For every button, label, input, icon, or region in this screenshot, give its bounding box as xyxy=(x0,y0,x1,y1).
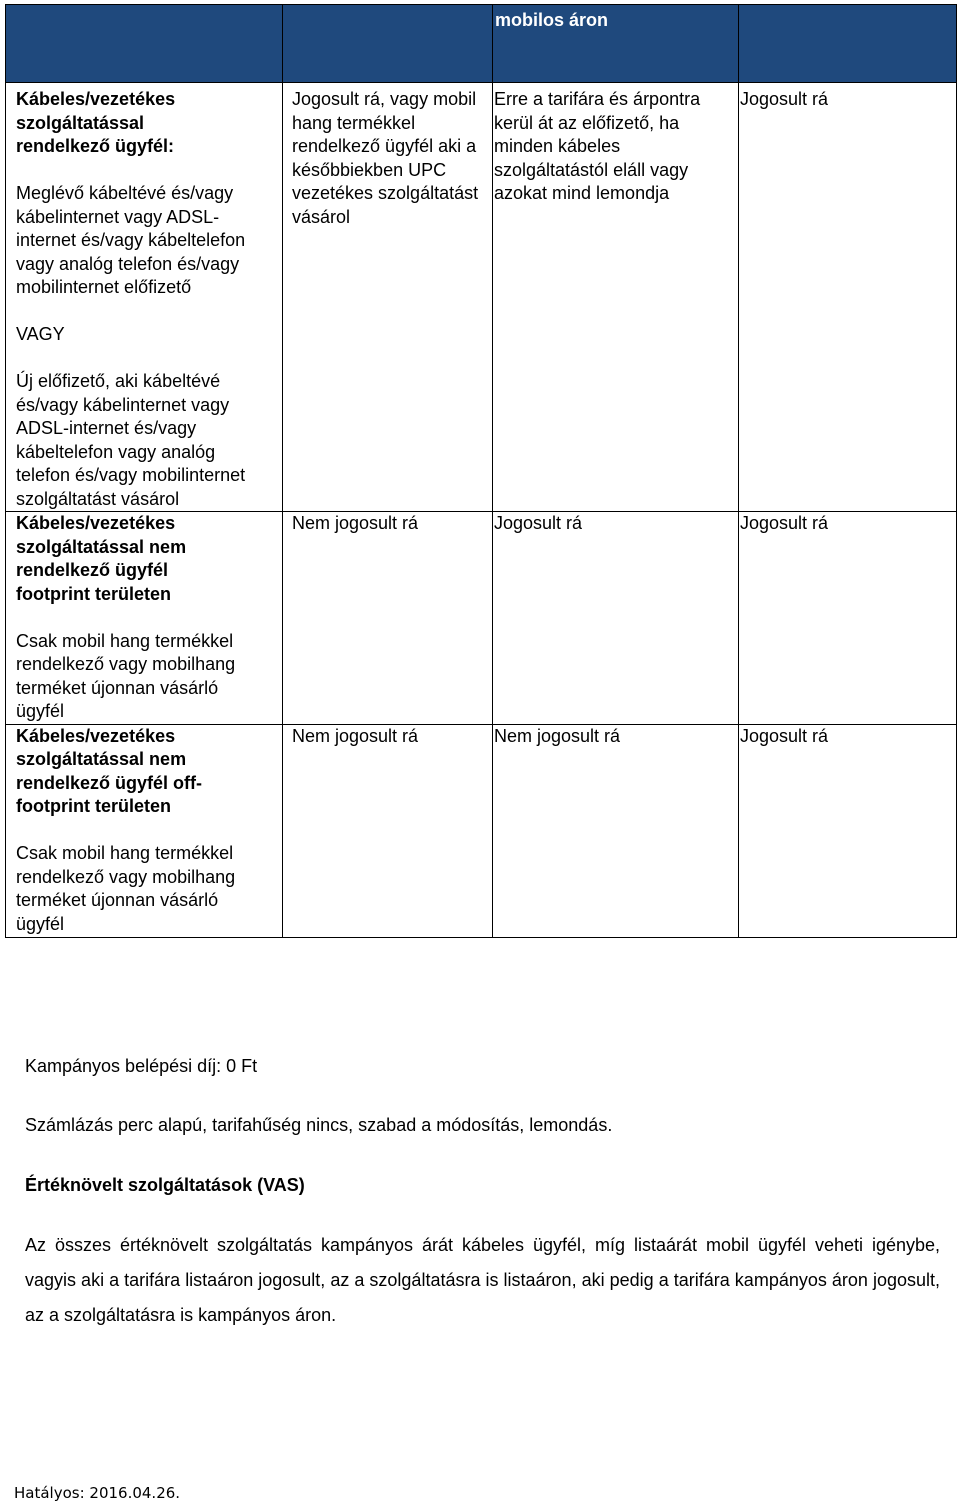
header-cell-empty-4 xyxy=(739,5,957,83)
eligibility-cell: Jogosult rá xyxy=(493,512,739,725)
effective-date: Hatályos: 2016.04.26. xyxy=(14,1484,181,1502)
header-cell-empty-2 xyxy=(283,5,493,83)
vas-description: Az összes értéknövelt szolgáltatás kampányos árát kábeles ügyfél, míg listaárát mobil ügyfél veheti igénybe, vagyis aki a tarifára listaáron jogosult, az a szolgáltatásra is listaáron, aki pedig a tarifára kampányos áron jogosult, az a szolgáltatásra is kampányos áron. xyxy=(25,1235,940,1325)
table-row xyxy=(6,724,957,938)
customer-type-heading: Kábeles/vezetékes szolgáltatással nem rendelkező ügyfél footprint területen xyxy=(16,513,187,604)
eligibility-cell: Nem jogosult rá xyxy=(283,512,493,725)
customer-type-description: Csak mobil hang termékkel rendelkező vagy mobilhang terméket újonnan vásárló ügyfél xyxy=(16,843,236,934)
eligibility-cell: Jogosult rá xyxy=(739,724,957,938)
customer-type-description: Új előfizető, aki kábeltévé és/vagy kábelinternet vagy ADSL-internet és/vagy kábeltelefon vagy analóg telefon és/vagy mobilinternet szolgáltatást vásárol xyxy=(16,371,246,509)
customer-type-description: Meglévő kábeltévé és/vagy kábelinternet vagy ADSL-internet és/vagy kábeltelefon vagy analóg telefon és/vagy mobilinternet előfizető xyxy=(16,183,246,297)
header-mobile-price-label: mobilos áron xyxy=(495,10,609,30)
eligibility-table xyxy=(5,4,957,938)
customer-type-cell xyxy=(6,83,283,512)
eligibility-cell: Nem jogosult rá xyxy=(283,724,493,938)
customer-type-or: VAGY xyxy=(16,324,65,344)
customer-type-cell xyxy=(6,724,283,938)
customer-type-heading-line: rendelkező ügyfél: xyxy=(16,136,175,156)
customer-type-heading: Kábeles/vezetékes szolgáltatással nem rendelkező ügyfél off-footprint területen xyxy=(16,725,203,816)
entry-fee-text: Kampányos belépési díj: 0 Ft xyxy=(25,1056,258,1076)
table-row xyxy=(6,512,957,725)
customer-type-cell xyxy=(6,512,283,725)
table-header-row xyxy=(6,5,957,83)
header-cell-empty-1 xyxy=(6,5,283,83)
eligibility-cell: Nem jogosult rá xyxy=(493,724,739,938)
header-cell-mobile-price xyxy=(493,5,739,83)
eligibility-cell: Jogosult rá xyxy=(739,83,957,512)
customer-type-description: Csak mobil hang termékkel rendelkező vagy mobilhang terméket újonnan vásárló ügyfél xyxy=(16,630,236,721)
eligibility-cell: Jogosult rá xyxy=(739,512,957,725)
table-row xyxy=(6,83,957,512)
eligibility-cell: Jogosult rá, vagy mobil hang termékkel rendelkező ügyfél aki a későbbiekben UPC vezetékes szolgáltatást vásárol xyxy=(283,83,493,512)
customer-type-heading-line: Kábeles/vezetékes xyxy=(16,89,176,109)
customer-type-heading-line: szolgáltatással xyxy=(16,112,145,133)
billing-text: Számlázás perc alapú, tarifahűség nincs, szabad a módosítás, lemondás. xyxy=(25,1115,613,1135)
eligibility-cell: Erre a tarifára és árpontra kerül át az előfizető, ha minden kábeles szolgáltatástól eláll vagy azokat mind lemondja xyxy=(493,83,739,512)
vas-heading: Értéknövelt szolgáltatások (VAS) xyxy=(25,1175,305,1195)
